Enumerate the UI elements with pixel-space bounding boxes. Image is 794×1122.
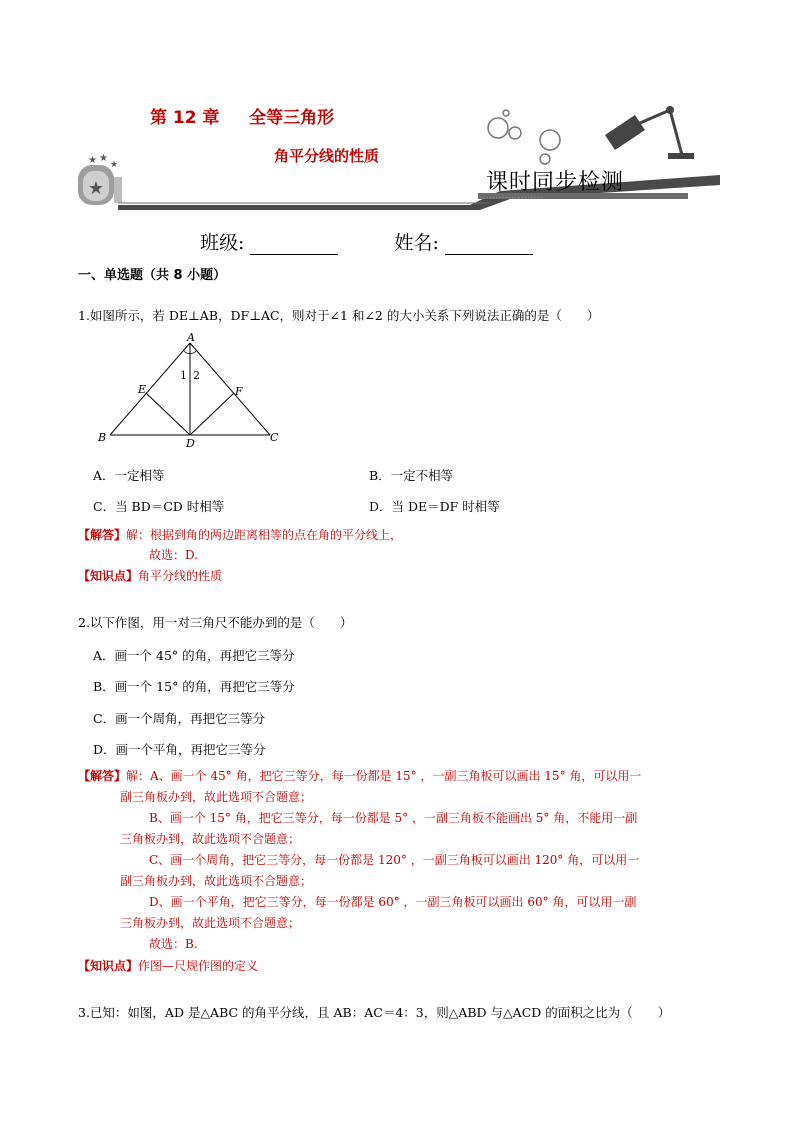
fig-label-A: A	[187, 333, 195, 344]
q1-answer	[78, 526, 402, 543]
q2-option-d[interactable]: D．画一个平角，再把它三等分	[93, 742, 266, 757]
q2-answer-line: 解：A、画一个 45° 角，把它三等分，每一份都是 15° ，一副三角板可以画出 15° 角，可以用一	[126, 769, 642, 783]
q1-answer-line2: 故选：D.	[149, 548, 199, 562]
desk-lamp-icon	[605, 106, 694, 159]
q2-option-c[interactable]: C．画一个周角，再把它三等分	[93, 711, 266, 726]
fig-label-E: E	[138, 383, 147, 396]
q1-figure	[90, 333, 290, 452]
svg-text:· · · · · · · · · · · · · · ·: · · · · · · · · · · · · · · · · · · · ·	[480, 195, 542, 201]
q1-answer-tag: 【解答】	[78, 528, 127, 542]
q2-answer-tag: 【解答】	[78, 769, 127, 783]
q1-option-c[interactable]: C．当 BD＝CD 时相等	[93, 499, 225, 514]
star-badge-icon	[78, 153, 122, 205]
q2-knowledge	[78, 957, 258, 974]
q1-knowledge	[78, 567, 222, 584]
q2-answer-line: 故选：B.	[149, 937, 198, 951]
bubbles-icon	[488, 110, 560, 164]
lesson-subtitle: 角平分线的性质	[274, 147, 380, 165]
q3-stem: 3.已知：如图，AD 是△ABC 的角平分线，且 AB：AC＝4：3，则△ABD 与△ACD 的面积之比为（ ）	[78, 1005, 671, 1020]
class-label: 班级:	[200, 232, 245, 254]
q1-kp: 角平分线的性质	[138, 569, 223, 583]
q2-answer-line: 副三角板办到，故此选项不合题意；	[120, 790, 313, 804]
fig-label-2: 2	[193, 369, 200, 382]
fig-label-1: 1	[180, 369, 187, 382]
q2-answer-line: C、画一个周角，把它三等分，每一份都是 120° ，一副三角板可以画出 120° 角，可以用一	[149, 853, 640, 867]
q1-kp-tag: 【知识点】	[78, 569, 139, 583]
q2-stem: 2.以下作图，用一对三角尺不能办到的是（ ）	[78, 615, 353, 630]
svg-text:★: ★	[99, 153, 108, 164]
banner-title: 课时同步检测	[486, 170, 625, 195]
fig-label-D: D	[186, 437, 195, 448]
name-label: 姓名:	[394, 232, 439, 254]
svg-text:★: ★	[88, 155, 97, 166]
q2-answer-line: 三角板办到，故此选项不合题意；	[120, 832, 301, 846]
q1-stem: 1.如图所示，若 DE⊥AB，DF⊥AC，则对于∠1 和∠2 的大小关系下列说法正确的是（ ）	[78, 308, 600, 323]
chapter-title: 第 12 章 全等三角形	[150, 108, 335, 128]
q2-kp: 作图—尺规作图的定义	[138, 959, 259, 973]
svg-text:★: ★	[110, 160, 119, 170]
fig-label-B: B	[98, 431, 107, 444]
q2-answer	[78, 767, 641, 784]
q2-option-a[interactable]: A．画一个 45° 的角，再把它三等分	[93, 648, 295, 663]
fig-label-C: C	[270, 431, 279, 444]
q2-answer-line: B、画一个 15° 角，把它三等分，每一份都是 5° ，一副三角板不能画出 5° 角，不能用一副	[149, 811, 638, 825]
student-info-row	[200, 228, 533, 255]
q1-option-b[interactable]: B．一定不相等	[369, 468, 454, 483]
class-field[interactable]	[250, 236, 338, 255]
section-title: 一、单选题（共 8 小题）	[78, 268, 227, 283]
q2-option-b[interactable]: B．画一个 15° 的角，再把它三等分	[93, 679, 295, 694]
q2-kp-tag: 【知识点】	[78, 959, 139, 973]
q1-option-d[interactable]: D．当 DE＝DF 时相等	[369, 499, 500, 514]
fig-label-F: F	[235, 385, 243, 398]
q2-answer-line: D、画一个平角，把它三等分，每一份都是 60° ，一副三角板可以画出 60° 角，可以用一副	[149, 895, 637, 909]
q1-answer-line1: 解：根据到角的两边距离相等的点在角的平分线上，	[126, 528, 403, 542]
q2-answer-line: 副三角板办到，故此选项不合题意；	[120, 874, 313, 888]
q2-answer-line: 三角板办到，故此选项不合题意；	[120, 916, 301, 930]
q1-option-a[interactable]: A．一定相等	[93, 468, 165, 483]
name-field[interactable]	[445, 236, 533, 255]
svg-text:★: ★	[87, 178, 105, 199]
